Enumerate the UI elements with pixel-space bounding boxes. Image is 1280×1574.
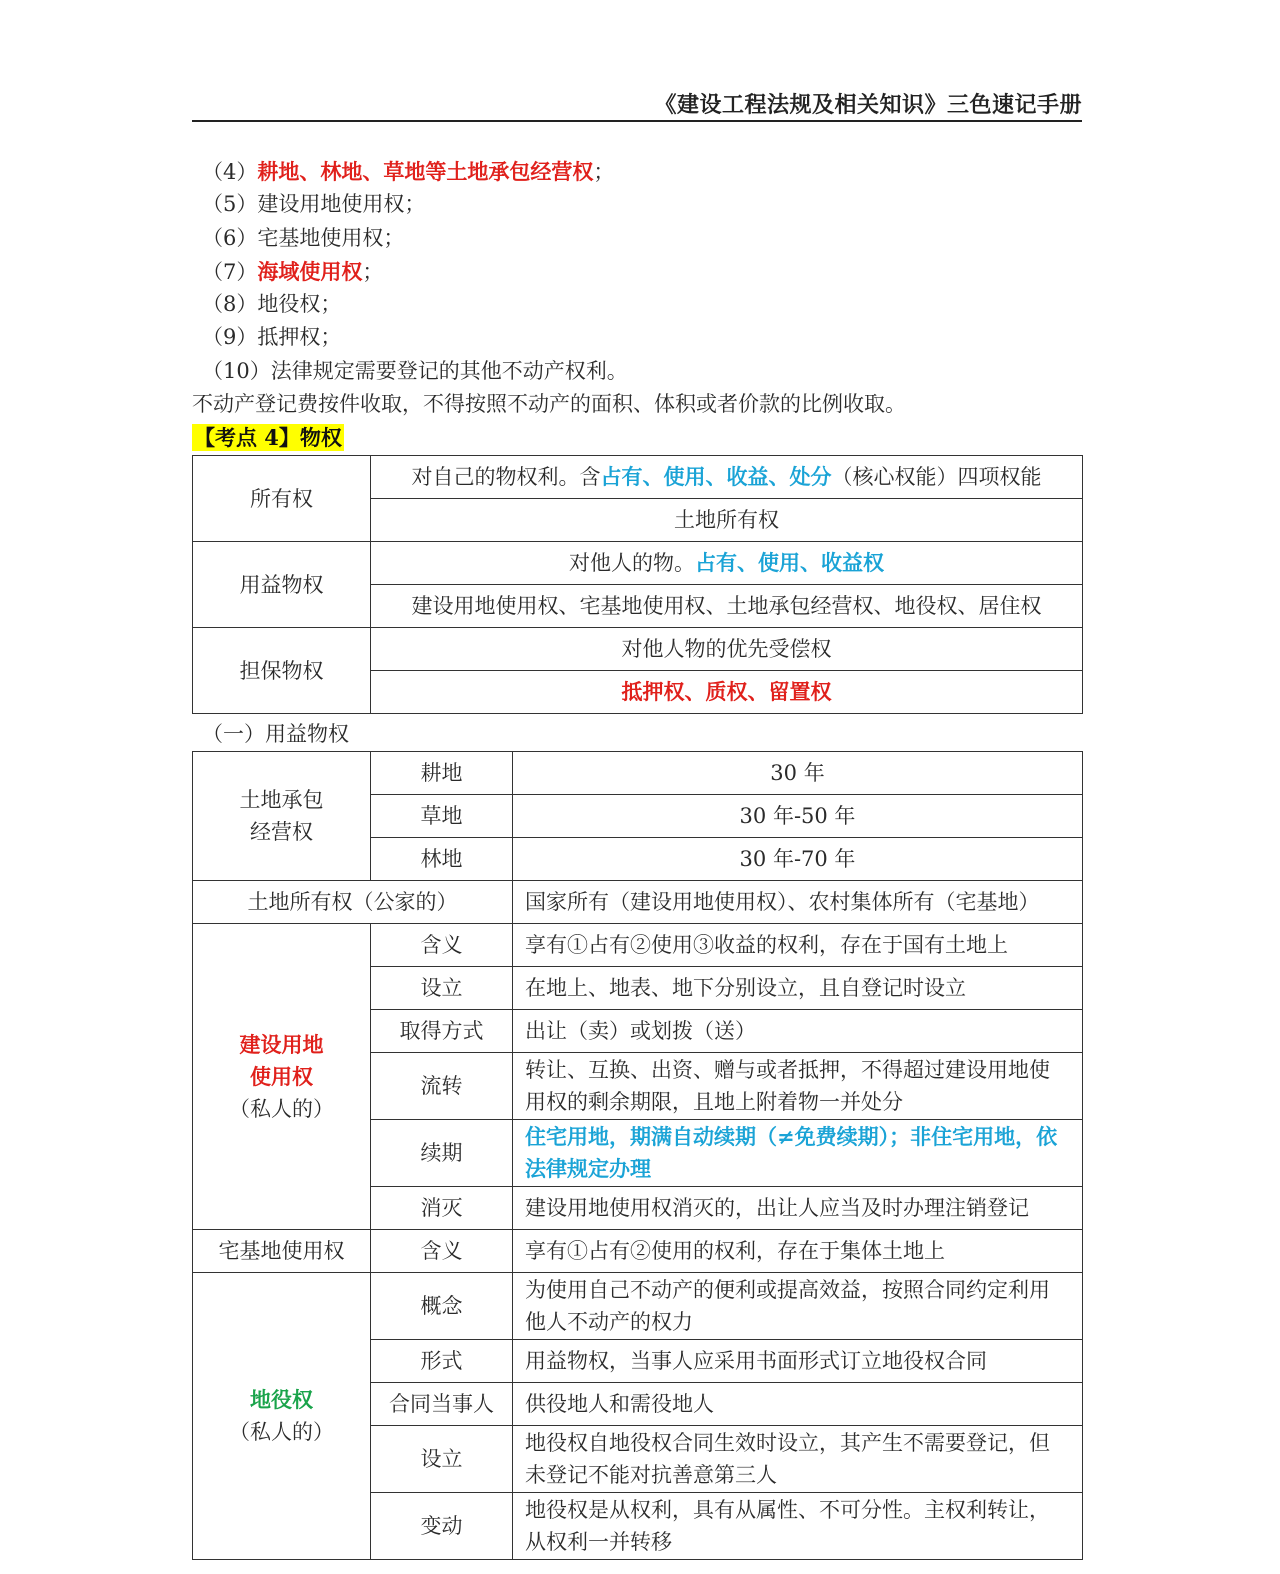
cell-emphasis: 占有、使用、收益权 [695, 550, 884, 575]
table-row [193, 456, 1083, 499]
table-key: 含义 [371, 1230, 513, 1273]
table-value: 30 年-50 年 [513, 795, 1083, 838]
item-tail: ； [593, 160, 615, 184]
table-row [193, 542, 1083, 585]
list-item-7 [192, 255, 1082, 288]
topic-highlight: 【考点 4】物权 [194, 425, 342, 451]
row-label-usufruct: 用益物权 [193, 542, 371, 628]
table-key: 含义 [371, 924, 513, 967]
row-label-security: 担保物权 [193, 628, 371, 714]
fee-note: 不动产登记费按件收取，不得按照不动产的面积、体积或者价款的比例收取。 [192, 392, 906, 417]
table-value: 建设用地使用权消灭的，出让人应当及时办理注销登记 [513, 1187, 1083, 1230]
table-cell: 建设用地使用权、宅基地使用权、土地承包经营权、地役权、居住权 [371, 585, 1083, 628]
property-rights-table [192, 455, 1083, 714]
item-tail: ； [362, 259, 384, 284]
table-value: 转让、互换、出资、赠与或者抵押，不得超过建设用地使用权的剩余期限，且地上附着物一并处分 [513, 1053, 1083, 1120]
table-value: 供役地人和需役地人 [513, 1383, 1083, 1426]
list-item-9: （9）抵押权； [202, 325, 342, 350]
section-heading: （一）用益物权 [202, 722, 349, 746]
table-cell [371, 456, 1083, 499]
item-number: （4） [202, 160, 258, 184]
row-label-construction [193, 924, 371, 1230]
table-row [193, 752, 1083, 795]
cell-text: （核心权能）四项权能 [831, 465, 1042, 489]
label-line: 经营权 [250, 820, 313, 844]
row-label-land-contract [193, 752, 371, 881]
item-number: （7） [202, 259, 258, 284]
table-key: 草地 [371, 795, 513, 838]
table-key: 取得方式 [371, 1010, 513, 1053]
table-row [193, 1273, 1083, 1340]
label-line: （私人的） [229, 1096, 334, 1121]
label-line: 地役权 [250, 1387, 313, 1412]
table-key: 变动 [371, 1493, 513, 1560]
table-key: 流转 [371, 1053, 513, 1120]
table-value: 地役权是从权利，具有从属性、不可分性。主权利转让，从权利一并转移 [513, 1493, 1083, 1560]
cell-emphasis: 占有、使用、收益、处分 [600, 464, 832, 489]
table-row [193, 628, 1083, 671]
registration-list [192, 155, 1082, 455]
table-value: 用益物权，当事人应采用书面形式订立地役权合同 [513, 1340, 1083, 1383]
table-key: 耕地 [371, 752, 513, 795]
table-key: 概念 [371, 1273, 513, 1340]
table-cell: 土地所有权 [371, 499, 1083, 542]
table-key: 设立 [371, 967, 513, 1010]
label-line: 建设用地 [239, 1031, 324, 1057]
table-key: 消灭 [371, 1187, 513, 1230]
table-value: 30 年 [513, 752, 1083, 795]
table-value: 国家所有（建设用地使用权）、农村集体所有（宅基地） [513, 881, 1083, 924]
table-key: 林地 [371, 838, 513, 881]
table-key: 设立 [371, 1426, 513, 1493]
list-item-8: （8）地役权； [202, 292, 342, 317]
item-emphasis: 耕地、林地、草地等土地承包经营权 [257, 159, 594, 184]
list-item-5: （5）建设用地使用权； [202, 192, 426, 217]
list-item-10: （10）法律规定需要登记的其他不动产权利。 [202, 358, 628, 383]
row-label-homestead: 宅基地使用权 [193, 1230, 371, 1273]
row-label-ownership: 所有权 [193, 456, 371, 542]
table-cell [371, 542, 1083, 585]
label-line: 使用权 [250, 1063, 313, 1089]
table-cell: 对他人物的优先受偿权 [371, 628, 1083, 671]
label-line: 土地承包 [239, 788, 324, 812]
table-row [193, 1230, 1083, 1273]
row-label-easement [193, 1273, 371, 1560]
item-emphasis: 海域使用权 [257, 258, 363, 284]
table-value: 住宅用地，期满自动续期（≠免费续期）；非住宅用地，依法律规定办理 [513, 1120, 1083, 1187]
list-item-4 [192, 155, 1082, 188]
table-row [193, 881, 1083, 924]
running-header: 《建设工程法规及相关知识》三色速记手册 [654, 92, 1082, 118]
usufruct-table [192, 751, 1083, 1560]
topic-heading [192, 421, 1082, 454]
cell-text: 对自己的物权利。含 [411, 465, 601, 489]
label-line: （私人的） [229, 1420, 334, 1444]
table-value: 出让（卖）或划拨（送） [513, 1010, 1083, 1053]
header-rule [192, 120, 1082, 122]
table-key: 合同当事人 [371, 1383, 513, 1426]
table-cell: 抵押权、质权、留置权 [371, 671, 1083, 714]
table-key: 土地所有权（公家的） [193, 881, 513, 924]
table-value: 地役权自地役权合同生效时设立，其产生不需要登记，但未登记不能对抗善意第三人 [513, 1426, 1083, 1493]
list-item-6: （6）宅基地使用权； [202, 225, 405, 250]
table-value: 为使用自己不动产的便利或提高效益，按照合同约定利用他人不动产的权力 [513, 1273, 1083, 1340]
cell-text: 对他人的物。 [569, 551, 695, 575]
table-value: 30 年-70 年 [513, 838, 1083, 881]
table-value: 享有①占有②使用的权利，存在于集体土地上 [513, 1230, 1083, 1273]
table-key: 续期 [371, 1120, 513, 1187]
table-key: 形式 [371, 1340, 513, 1383]
table-value: 享有①占有②使用③收益的权利，存在于国有土地上 [513, 924, 1083, 967]
table-value: 在地上、地表、地下分别设立，且自登记时设立 [513, 967, 1083, 1010]
table-row [193, 924, 1083, 967]
